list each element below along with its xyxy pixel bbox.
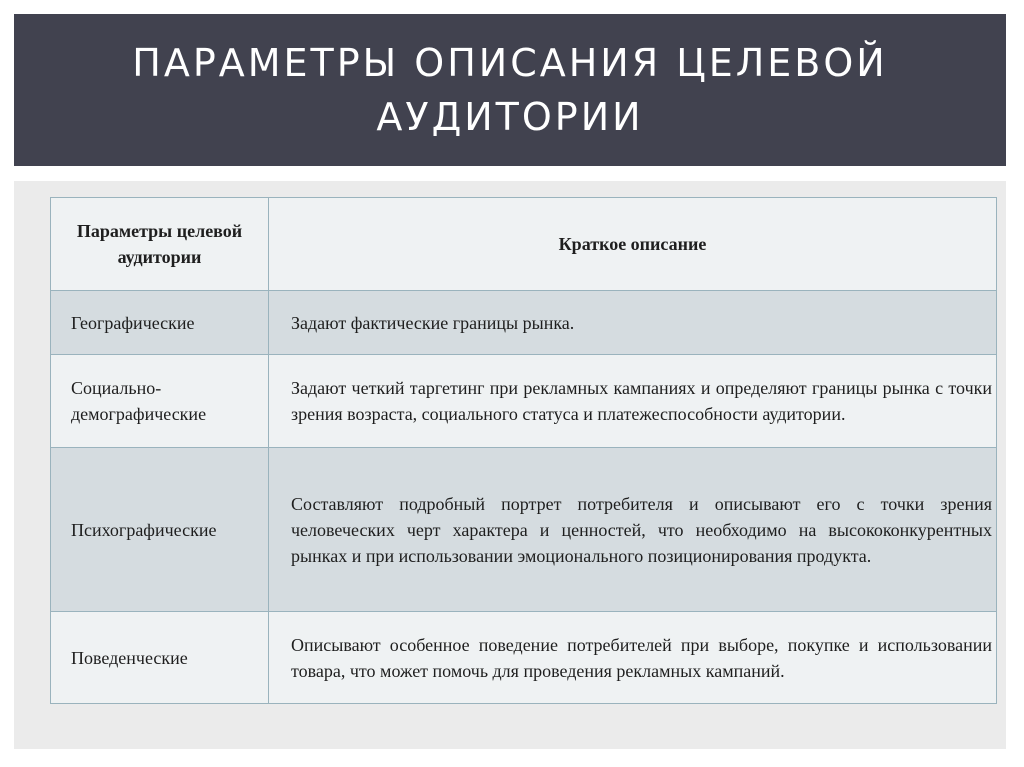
table-row xyxy=(51,291,997,355)
row-name: Поведенческие xyxy=(51,612,269,704)
parameters-table xyxy=(50,197,997,704)
table-row xyxy=(51,448,997,612)
header-param: Параметры целевой аудитории xyxy=(51,198,269,291)
row-description: Задают фактические границы рынка. xyxy=(269,291,997,355)
row-description: Задают четкий таргетинг при рекламных кампаниях и определяют границы рынка с точки зрения возраста, социального статуса и платежеспособности аудитории. xyxy=(269,355,997,448)
row-name: Географические xyxy=(51,291,269,355)
title-banner xyxy=(14,14,1006,166)
row-name: Социально-демографические xyxy=(51,355,269,448)
table-header-row xyxy=(51,198,997,291)
row-name: Психографические xyxy=(51,448,269,612)
row-description: Описывают особенное поведение потребителей при выборе, покупке и использовании товара, что может помочь для проведения рекламных кампаний. xyxy=(269,612,997,704)
row-description: Составляют подробный портрет потребителя и описывают его с точки зрения человеческих черт характера и ценностей, что необходимо на высококонкурентных рынках и при использовании эмоционального позиционирования продукта. xyxy=(269,448,997,612)
table-row xyxy=(51,612,997,704)
slide-title: ПАРАМЕТРЫ ОПИСАНИЯ ЦЕЛЕВОЙ АУДИТОРИИ xyxy=(132,41,888,139)
table-row xyxy=(51,355,997,448)
header-description: Краткое описание xyxy=(269,198,997,291)
